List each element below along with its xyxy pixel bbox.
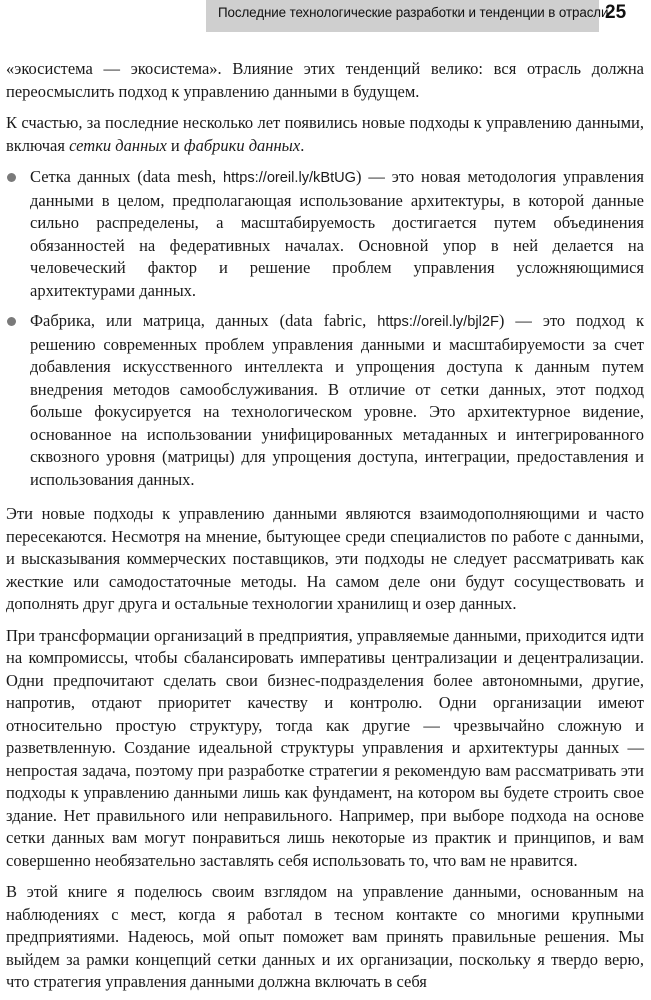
intro-paragraph: «экосистема — экосистема». Влияние этих тенденций велико: вся отрасль должна переосмыслить подход к управлению данными в будущем.: [6, 59, 644, 101]
page-header: [0, 0, 651, 34]
text-run: К счастью, за последние несколько лет появились новые подходы к управлению данными, включая: [6, 113, 644, 155]
bullet-icon: [7, 317, 16, 326]
page-number: 25: [605, 2, 627, 23]
emphasis-data-mesh: сетки данных: [69, 135, 167, 155]
list-item-data-mesh: [6, 166, 644, 302]
list-item-data-fabric: [6, 310, 644, 491]
text-run: и: [166, 135, 184, 155]
body-paragraph: При трансформации организаций в предприятия, управляемые данными, приходится идти на компромиссы, чтобы сбалансировать императивы централизации и децентрализации. Одни предпочитают сделать свои бизнес-подразделения более автономными, другие, напротив, отдают приоритет качеству и контролю. Одни организации имеют относительно простую структуру, тогда как другие — чрезвычайно сложную и разветвленную. Создание идеальной структуры управления и архитектуры данных — непростая задача, поэтому при разработке стратегии я рекомендую вам рассматривать эти подходы к управлению данными лишь как фундамент, на котором вы будете строить свое здание. Нет правильного или неправильного. Например, при выборе подхода на основе сетки данных вам могут понравиться лишь некоторые из практик и принципов, и вам совершенно необязательно заставлять себя использовать то, что вам не нравится.: [6, 625, 644, 870]
body-paragraph: В этой книге я поделюсь своим взглядом на управление данными, основанным на наблюдениях с мест, когда я работал в тесном контакте со многими крупными предприятиями. Надеюсь, мой опыт поможет вам принять правильные решения. Мы выйдем за рамки концепций сетки данных и их организации, поскольку я твердо верю, что стратегия управления данными должна включать в себя: [6, 882, 644, 991]
text-run: .: [300, 135, 305, 155]
text-run: Сетка данных (data mesh,: [30, 167, 224, 186]
page-body: [6, 58, 644, 994]
body-paragraph: Эти новые подходы к управлению данными являются взаимодополняющими и часто пересекаются. Несмотря на мнение, бытующее среди специалистов по работе с данными, и высказывания коммерческих поставщиков, эти подходы не следует рассматривать как жесткие или самодостаточные методы. На самом деле они будут сосуществовать и дополнять друг друга и остальные технологии хранилищ и озер данных.: [6, 504, 644, 613]
text-run: ) — это подход к решению современных проблем управления данными и масштабируемости за счет добавления искусственного интеллекта и упрощения доступа к данным путем внедрения методов самообслуживания. В отличие от сетки данных, этот подход больше фокусируется на технологическом уровне. Это архитектурное видение, основанное на использовании унифицированных метаданных и интегрированного сквозного уровня (матрицы) для упрощения доступа, интеграции, предоставления и использования данных.: [30, 311, 644, 489]
link-data-fabric[interactable]: https://oreil.ly/bjl2F: [377, 314, 499, 330]
running-title: Последние технологические разработки и тенденции в отрасли: [218, 5, 609, 20]
new-approaches-paragraph: [6, 112, 644, 157]
text-run: Фабрика, или матрица, данных (data fabric,: [30, 311, 378, 330]
emphasis-data-fabric: фабрики данных: [183, 135, 301, 155]
text-run: ) — это новая методология управления данными в целом, предполагающая использование архитектуры, в которой данные сильно распределены, а масштабируемость достигается путем объединения обязанностей на федеративных началах. Основной упор в ней делается на человеческий фактор и решение проблем управления усложняющимися архитектурами данных.: [30, 167, 644, 300]
link-data-mesh[interactable]: https://oreil.ly/kBtUG: [223, 170, 357, 186]
bullet-icon: [7, 173, 16, 182]
approaches-list: [6, 166, 644, 491]
